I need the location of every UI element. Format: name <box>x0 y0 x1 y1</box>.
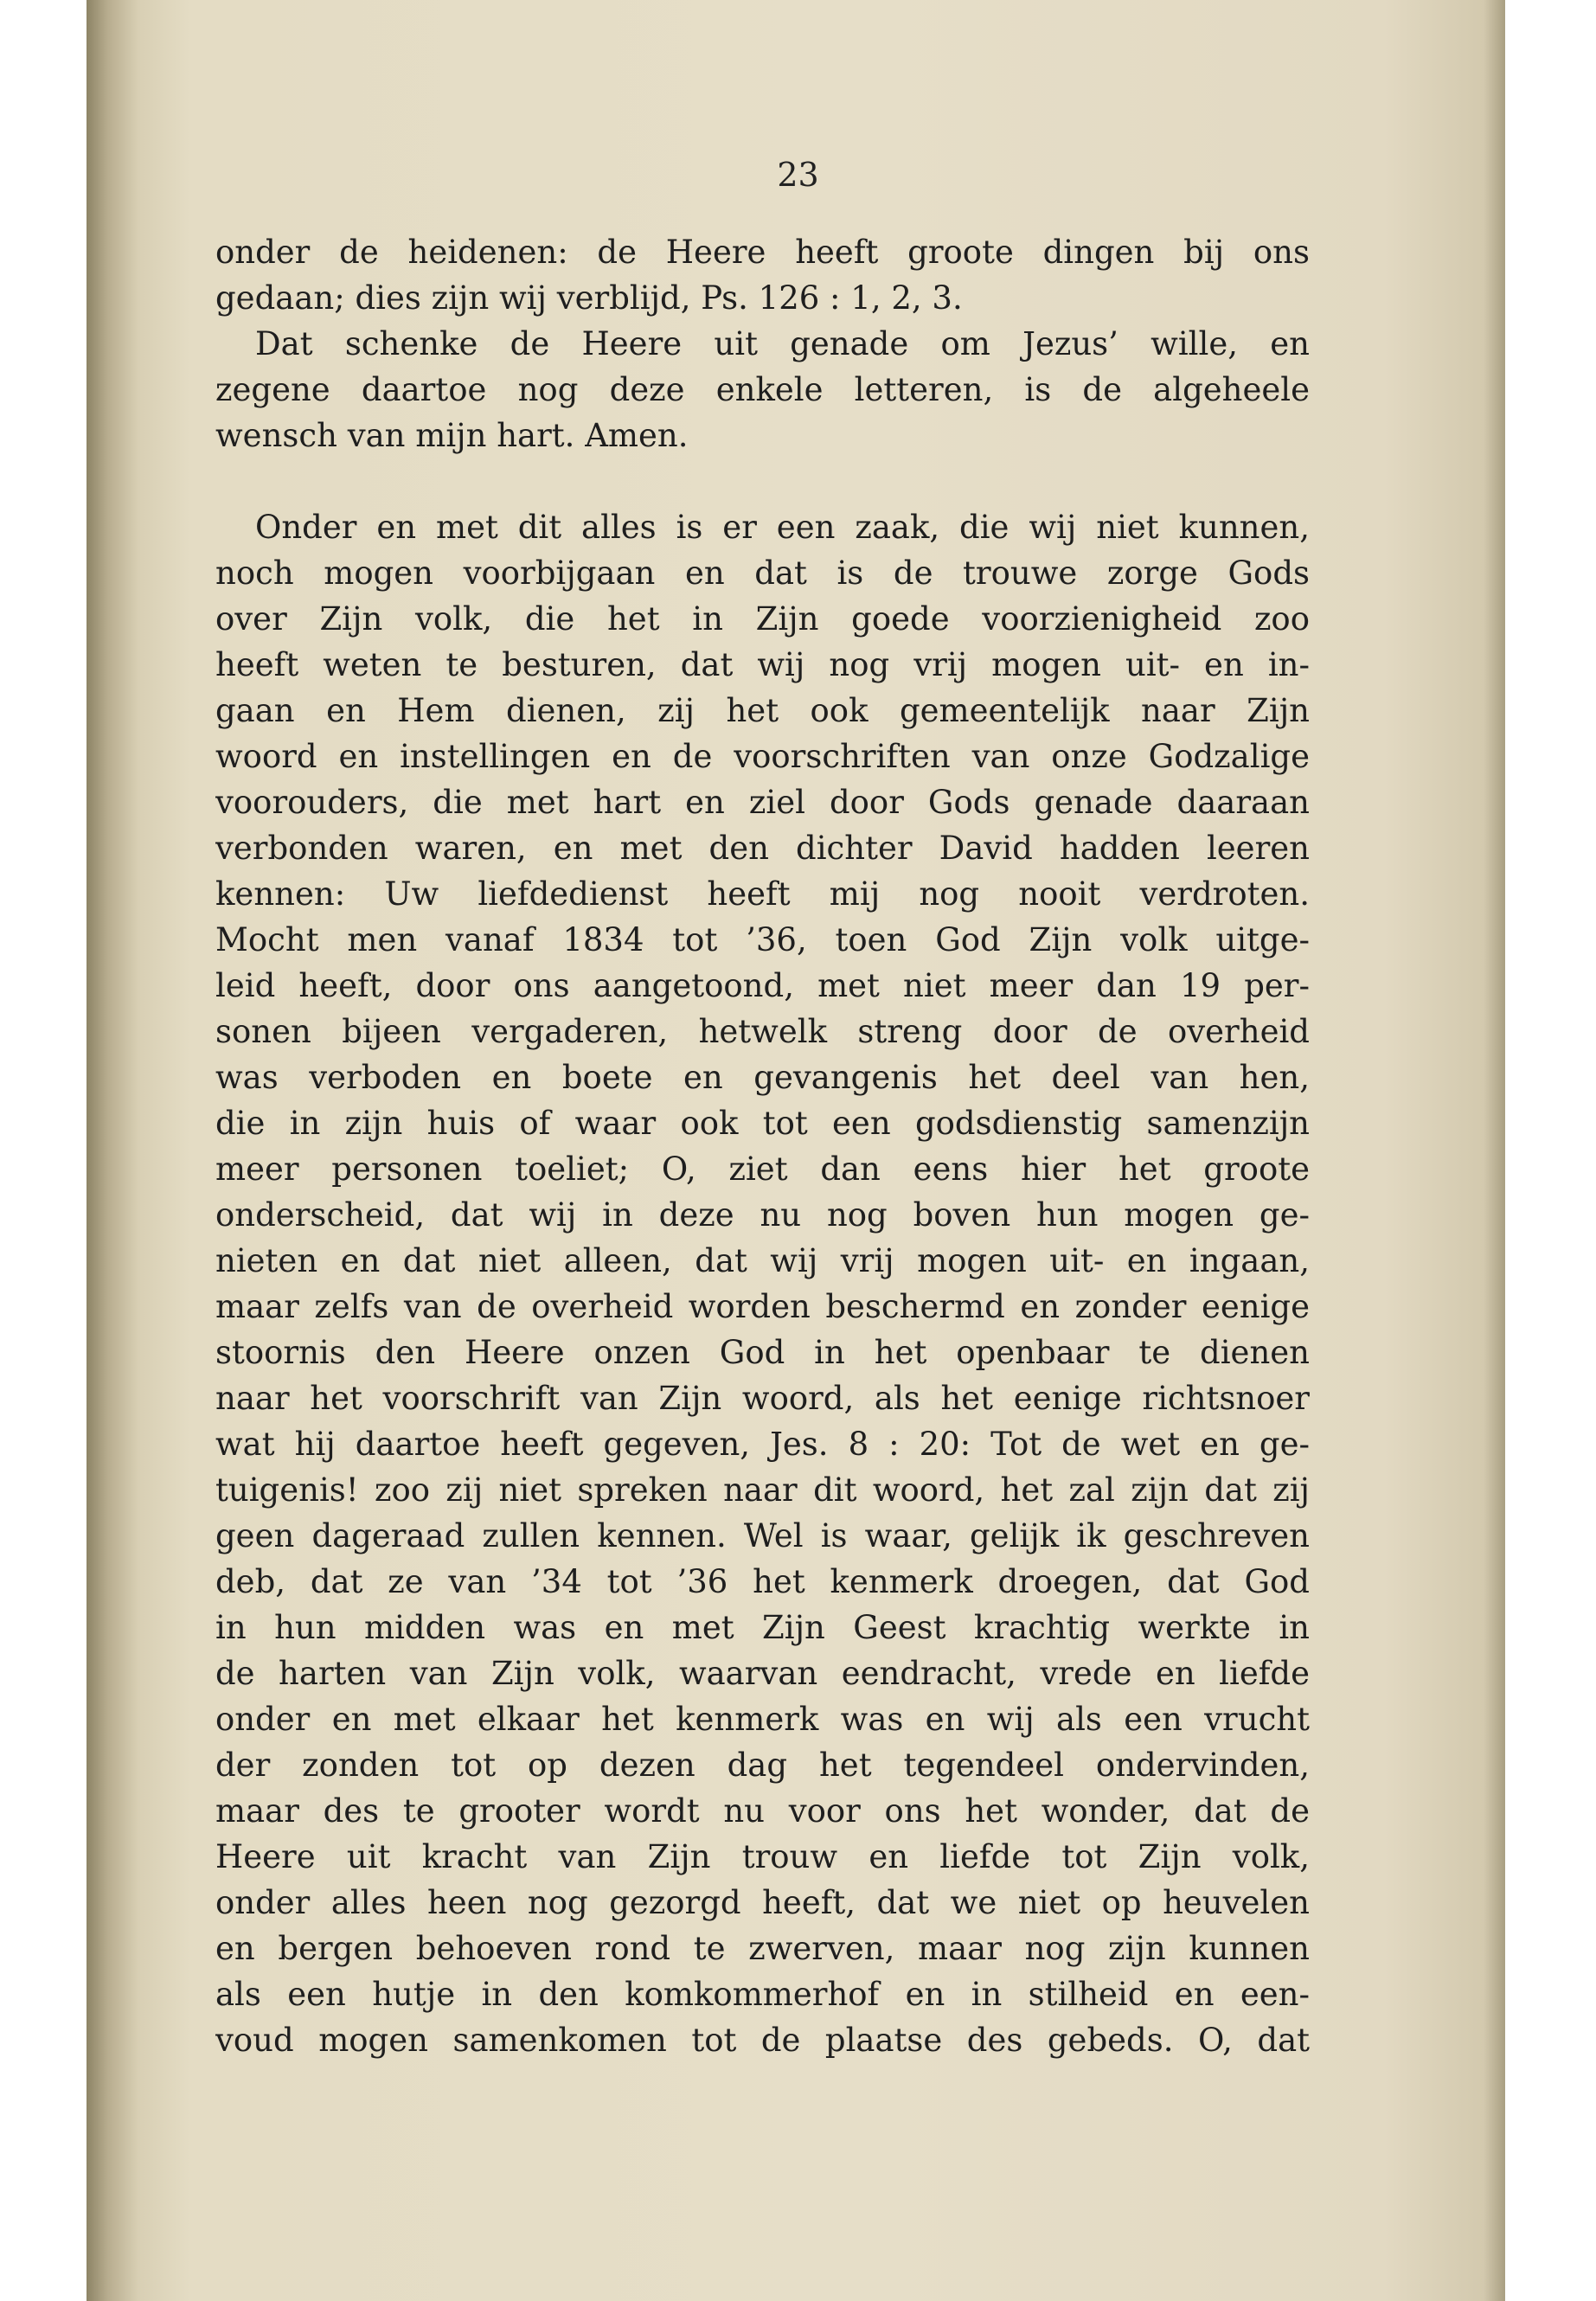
text-line: sonen bijeen vergaderen, hetwelk streng door de overheid <box>215 1013 1310 1050</box>
text-line: gaan en Hem dienen, zij het ook gemeentelijk naar Zijn <box>215 692 1310 729</box>
text-line: Heere uit kracht van Zijn trouw en liefde tot Zijn volk, <box>215 1838 1310 1875</box>
text-line: tuigenis! zoo zij niet spreken naar dit woord, het zal zijn dat zij <box>215 1471 1310 1509</box>
body-text <box>215 229 1310 2063</box>
text-line: als een hutje in den komkommerhof en in stilheid en een- <box>215 1976 1310 2013</box>
text-line: woord en instellingen en de voorschriften van onze Godzalige <box>215 738 1310 775</box>
text-line: was verboden en boete en gevangenis het deel van hen, <box>215 1059 1310 1096</box>
text-line: leid heeft, door ons aangetoond, met niet meer dan 19 per- <box>215 967 1310 1004</box>
text-line: der zonden tot op dezen dag het tegendeel ondervinden, <box>215 1747 1310 1784</box>
text-line: onder de heidenen: de Heere heeft groote dingen bij ons <box>215 234 1310 271</box>
paragraph-2 <box>215 504 1310 2063</box>
text-line: wensch van mijn hart. Amen. <box>215 417 689 454</box>
text-line: onder en met elkaar het kenmerk was en wij als een vrucht <box>215 1701 1310 1738</box>
text-line: verbonden waren, en met den dichter David hadden leeren <box>215 830 1310 867</box>
text-line: zegene daartoe nog deze enkele letteren, is de algeheele <box>215 371 1310 408</box>
text-line: kennen: Uw liefdedienst heeft mij nog nooit verdroten. <box>215 875 1310 913</box>
text-line: de harten van Zijn volk, waarvan eendracht, vrede en liefde <box>215 1655 1310 1692</box>
text-line: onderscheid, dat wij in deze nu nog boven hun mogen ge- <box>215 1196 1310 1234</box>
text-line: deb, dat ze van ’34 tot ’36 het kenmerk droegen, dat God <box>215 1563 1310 1600</box>
text-line: gedaan; dies zijn wij verblijd, Ps. 126 : 1, 2, 3. <box>215 279 963 317</box>
text-line: Dat schenke de Heere uit genade om Jezus’ wille, en <box>255 325 1310 362</box>
text-line: in hun midden was en met Zijn Geest krachtig werkte in <box>215 1609 1310 1646</box>
text-line: stoornis den Heere onzen God in het openbaar te dienen <box>215 1334 1310 1371</box>
text-line: heeft weten te besturen, dat wij nog vrij mogen uit- en in- <box>215 646 1310 683</box>
text-line: voud mogen samenkomen tot de plaatse des gebeds. O, dat <box>215 2022 1310 2059</box>
text-line: voorouders, die met hart en ziel door Gods genade daaraan <box>215 784 1310 821</box>
text-line: geen dageraad zullen kennen. Wel is waar, gelijk ik geschreven <box>215 1517 1310 1554</box>
text-line: maar zelfs van de overheid worden beschermd en zonder eenige <box>215 1288 1310 1325</box>
text-line: wat hij daartoe heeft gegeven, Jes. 8 : 20: Tot de wet en ge- <box>215 1426 1310 1463</box>
page-number: 23 <box>777 156 819 194</box>
text-line: onder alles heen nog gezorgd heeft, dat we niet op heuvelen <box>215 1884 1310 1921</box>
text-line: Mocht men vanaf 1834 tot ’36, toen God Zijn volk uitge- <box>215 921 1310 958</box>
text-line: Onder en met dit alles is er een zaak, die wij niet kunnen, <box>255 509 1310 546</box>
text-line: die in zijn huis of waar ook tot een godsdienstig samenzijn <box>215 1105 1310 1142</box>
text-line: over Zijn volk, die het in Zijn goede voorzienigheid zoo <box>215 600 1310 638</box>
text-line: nieten en dat niet alleen, dat wij vrij mogen uit- en ingaan, <box>215 1242 1310 1279</box>
text-line: noch mogen voorbijgaan en dat is de trouwe zorge Gods <box>215 554 1310 592</box>
text-line: en bergen behoeven rond te zwerven, maar nog zijn kunnen <box>215 1930 1310 1967</box>
paragraph-1 <box>215 229 1310 458</box>
text-line: meer personen toeliet; O, ziet dan eens hier het groote <box>215 1150 1310 1188</box>
text-line: maar des te grooter wordt nu voor ons het wonder, dat de <box>215 1792 1310 1830</box>
text-line: naar het voorschrift van Zijn woord, als het eenige richtsnoer <box>215 1380 1310 1417</box>
